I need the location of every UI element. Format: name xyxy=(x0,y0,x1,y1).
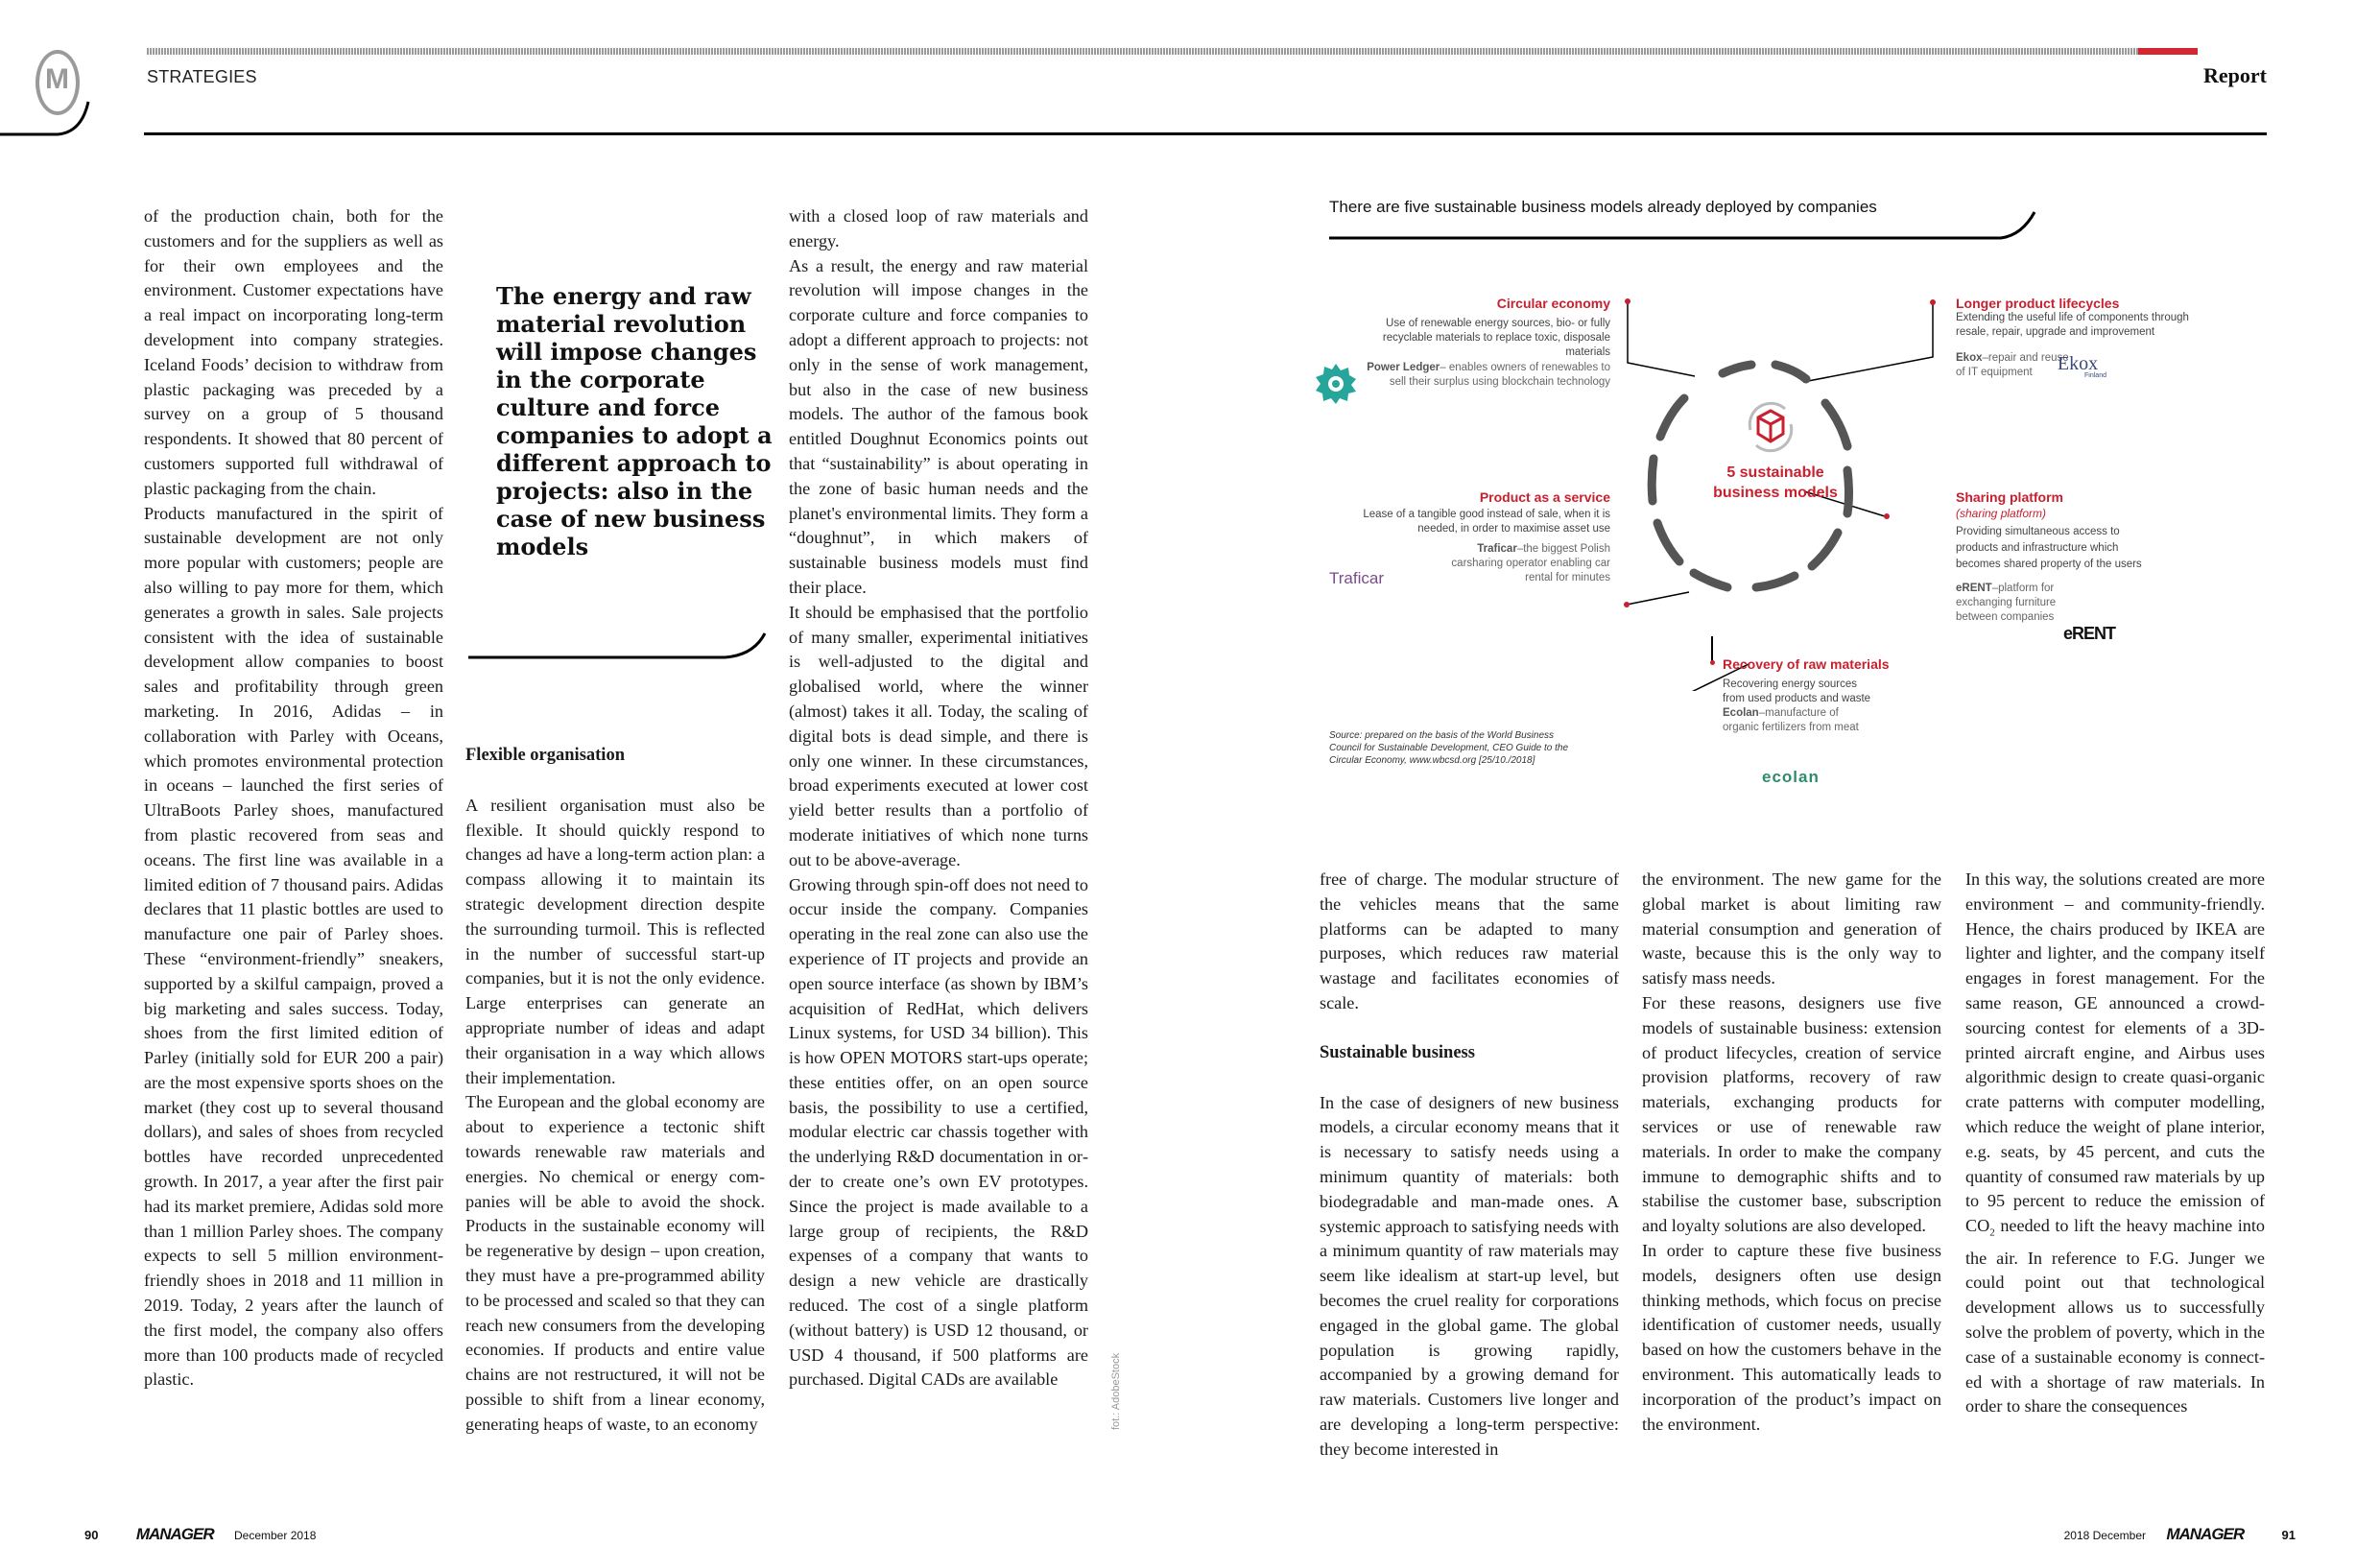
ekox-logo xyxy=(2049,353,2106,379)
paragraph xyxy=(1965,868,2265,1419)
model-example-circular-economy xyxy=(1363,361,1610,390)
model-title-circular-economy: Circular economy xyxy=(1496,296,1610,311)
subheading-sustainable-business: Sustainable business xyxy=(1320,1042,1475,1062)
magazine-name-left: MANAGER xyxy=(135,1525,214,1543)
ecolan-logo: ecolan xyxy=(1762,768,1820,786)
page-number-left: 90 xyxy=(84,1528,99,1542)
page-number-right: 91 xyxy=(2281,1528,2296,1542)
category-label: Report xyxy=(2203,63,2267,87)
model-title-recovery-of-raw-materials: Recovery of raw materials xyxy=(1723,656,1890,672)
article-column-4 xyxy=(1320,868,1619,1463)
section-label: STRATEGIES xyxy=(147,67,257,86)
model-example-product-as-a-service xyxy=(1430,542,1610,585)
paragraph: It should be emphasised that the portfolio of many smaller, experimental initiatives is well-adjusted to the digital and globalised world, where the winner (almost) takes it all. Today, the scaling of digital bots is dead simple, and there is only one winner. In these circumstances, broad experiments executed at lower cost yield better results than a portfolio of moderate initiatives of which none turns out to be above-average. xyxy=(789,602,1088,869)
traficar-logo: Traficar xyxy=(1329,569,1384,587)
subscript: 2 xyxy=(1989,1226,1995,1239)
photo-credit: fot.: AdobeStock xyxy=(1110,1352,1122,1430)
paragraph: the environment. The new game for the global market is about limiting raw material consumption and generation of waste, because this is the only way to satisfy mass needs. xyxy=(1642,869,1941,988)
infographic-source: Source: prepared on the basis of the World Business Council for Sustainable Development, CEO Guide to the Circular Economy, www.wbcsd.org [25/10./2018] xyxy=(1329,730,1569,766)
infographic-title: There are five sustainable business models already deployed by companies xyxy=(1329,198,1877,216)
model-desc-longer-product-lifecycles: Extending the useful life of components through resale, repair, upgrade and improvement xyxy=(1956,312,2189,338)
issue-date-left: December 2018 xyxy=(234,1529,317,1542)
example-name: Ekox xyxy=(1956,352,1983,364)
paragraph: of the production chain, both for the customers and for the suppliers as well as for their own employees and the environment. Customer expectations have a real impact on incorporating long-term development into company strategies. Iceland Foods’ decision to withdraw from plastic packaging was preceded by a survey on a group of 5 thousand respondents. It showed that 80 percent of customers supported full withdrawal of plastic packaging from the chain. xyxy=(144,206,443,498)
power-ledger-logo xyxy=(1315,363,1357,405)
example-text: –manufacture of organic fertilizers from meat xyxy=(1723,707,1859,733)
article-column-5 xyxy=(1642,868,1941,1437)
infographic-title-rule xyxy=(1329,206,2039,245)
pull-quote-underline xyxy=(465,629,773,662)
example-text: – enables owners of renewables to sell their surplus using blockchain technology xyxy=(1389,362,1610,388)
paragraph-text: needed to lift the heavy machine into the air. In reference to F.G. Junger we could point out that technological development allows us to successfully solve the problem of poverty, which in the case of a sustainable economy is connected with a shortage of raw materials. In order to share the consequences xyxy=(1965,1216,2265,1416)
ekox-logo-text: Ekox xyxy=(2057,353,2099,374)
recycle-box-icon xyxy=(1737,393,1804,461)
article-column-6 xyxy=(1965,868,2265,1419)
model-example-sharing-platform xyxy=(1956,582,2100,625)
model-subtitle-sharing-platform: (sharing platform) xyxy=(1956,507,2047,520)
paragraph: free of charge. The modular structure of the vehicles means that the same platforms can be adapted to many purposes, which reduces raw material wastage and facilitates economies of scale. xyxy=(1320,869,1619,1012)
article-column-2 xyxy=(465,744,765,1438)
paragraph: As a result, the energy and raw material revolution will impose changes in the corporate culture and force companies to adopt a different approach to projects: not only in the sense of work management, but also in the case of new business models. The author of the famous book entitled Doughnut Economics points out that “sustainability” is about operating in the zone of basic human needs and the planet's environmental limits. They form a “doughnut”, in which makers of sustainable business models must find their place. xyxy=(789,255,1088,597)
header-swoosh xyxy=(0,96,96,139)
example-name: eRENT xyxy=(1956,583,1992,594)
example-text: –repair and reuse of IT equipment xyxy=(1956,352,2069,378)
example-text: –the biggest Polish carsharing operator enabling car rental for minutes xyxy=(1451,543,1610,583)
model-desc-recovery-of-raw-materials: Recovering energy sources from used products and waste xyxy=(1723,678,1871,704)
paragraph-text: In this way, the solutions created are more environment – and community-friendly. Hence, the chairs produced by IKEA are lighter and lighter, and the company itself engages in forest management. For the same reason, GE announced a crowd-sourcing contest for elements of a 3D-printed aircraft engine, and Airbus uses algorithmic design to create quasi-organic crate patterns with computer modelling, which reduce the weight of plane interior, e.g. seats, by 45 percent, and cuts the quantity of consumed raw materials by up to 95 percent to reduce the emission of CO xyxy=(1965,869,2265,1236)
magazine-name-right: MANAGER xyxy=(2166,1525,2245,1543)
header-rule xyxy=(144,132,2267,135)
ekox-logo-sub: Finland xyxy=(2084,372,2106,379)
footer-right xyxy=(2064,1525,2296,1544)
model-title-product-as-a-service: Product as a service xyxy=(1479,489,1610,505)
header-dashed-rule-left xyxy=(147,48,2138,55)
example-name: Traficar xyxy=(1477,543,1517,555)
paragraph: In the case of designers of new business models, a circular economy means that it is necessary to satisfy needs using a minimum quantity of materials: both biodegradable and man-made ones. A systemic approach to satisfying needs with a minimum quantity of raw materials may seem like idealism at start-up level, but becomes the cruel reality for corporations engaged in the global game. The global population is growing rapidly, accompanied by a growing demand for raw materials. Customers live longer and are developing a long-term perspective: they become interested in xyxy=(1320,1092,1619,1459)
header-accent-bar xyxy=(2138,48,2198,55)
connector-line-recovery xyxy=(1711,636,1713,662)
subheading-flexible-organisation: Flexible organisation xyxy=(465,746,625,765)
example-name: Ecolan xyxy=(1723,707,1759,719)
paragraph: Growing through spin-off does not need to occur inside the company. Companies operating in the real zone can also use the experience of IT projects and provide an open source interface (as shown by IBM’s acquisition of RedHat, which delivers Linux systems, for USD 34 billion). This is how OPEN MOTORS start-ups operate; these entities offer, on an open source basis, the possibility to use a certified, modular electric car chassis together with the underlying R&D documentation in order to create one’s own EV prototypes. Since the project is made available to a large group of recipients, the R&D expenses of a company that wants to design a new vehicle are drastically reduced. The cost of a single platform (without battery) is USD 12 thousand, or USD 4 thousand, if 500 platforms are purchased. Digital CADs are available xyxy=(789,874,1088,1390)
pull-quote: The energy and raw material revolution will impose changes in the corporate culture and force companies to adopt a different approach to projects: also in the case of new business models xyxy=(496,282,773,560)
diagram-center-label: 5 sustainable business models xyxy=(1713,464,1838,501)
paragraph: The European and the global economy are about to experience a tectonic shift towards renewable raw materials and energies. No chemical or energy companies will be able to avoid the shock. Products in the sustainable economy will be regenerative by design – upon creation, they must have a pre-programmed ability to be processed and scaled so that they can reach new consumers from the developing economies. If products and entire value chains are not restructured, it will not be possible to shift from a linear economy, generating heaps of waste, to an economy xyxy=(465,1092,765,1434)
example-text: –platform for exchanging furniture between companies xyxy=(1956,583,2057,623)
paragraph: In order to capture these five business models, designers often use design thinking methods, which focus on precise identification of customer needs, usually based on how the customers behave in the environment. This automatically leads to incorporation of the product’s impact on the environment. xyxy=(1642,1240,1941,1434)
model-desc-circular-economy: Use of renewable energy sources, bio- or fully recyclable materials to replace toxic, disposale materials xyxy=(1382,318,1610,358)
connector-dot-recovery xyxy=(1710,660,1715,665)
erent-logo: eRENT xyxy=(2063,624,2116,643)
article-column-3 xyxy=(789,204,1088,1392)
footer-left xyxy=(84,1525,316,1544)
model-desc-sharing-platform: Providing simultaneous access to products and infrastructure which becomes shared property of the users xyxy=(1956,526,2142,570)
issue-date-right: 2018 December xyxy=(2063,1529,2146,1542)
magazine-logo-letter: M xyxy=(45,63,69,95)
paragraph: with a closed loop of raw materials and energy. xyxy=(789,206,1088,250)
example-name: Power Ledger xyxy=(1367,362,1440,373)
model-example-recovery-of-raw-materials xyxy=(1723,706,1876,735)
model-title-longer-product-lifecycles: Longer product lifecycles xyxy=(1956,296,2120,311)
model-title-sharing-platform: Sharing platform xyxy=(1956,489,2064,505)
paragraph: A resilient organisation must also be flexible. It should quickly respond to changes ad have a long-term action plan: a compass allowing it to maintain its strategic development direction despite the surrounding turmoil. This is reflected in the number of successful start-up companies, but it is not the only evidence. Large enterprises can generate an appropriate number of ideas and adapt their organisation in a way which allows their implementation. xyxy=(465,795,765,1087)
model-desc-product-as-a-service: Lease of a tangible good instead of sale, when it is needed, in order to maximise asset use xyxy=(1363,509,1610,535)
article-column-1 xyxy=(144,204,443,1392)
paragraph: For these reasons, designers use five models of sustainable business: extension of product lifecycles, creation of service provision platforms, recovery of raw materials, exchanging products for services or use of renewable raw materials. In order to make the company immune to demographic shifts and to stabilise the customer base, subscription and loyalty solutions are also developed. xyxy=(1642,992,1941,1236)
paragraph: Products manufactured in the spirit of sustainable development are not only more popular with customers; people are also willing to pay more for them, which generates a growth in sales. Sale projects consistent with the idea of sustainable development allow companies to boost sales and profitability through green marketing. In 2016, Adidas – in collaboration with Parley with Oceans, which promotes environmental protection in oceans – launched the first series of UltraBoots Parley shoes, manufactured from plastic recovered from seas and oceans. The first line was available in a limited edition of 7 thousand pairs. Adidas declares that 11 plastic bottles are used to manufacture one pair of Parley shoes. These “environment-friendly” sneakers, supported by a skilful campaign, proved a big marketing and sales success. Today, shoes from the first limited edition of Parley (initially sold for EUR 200 a pair) are the most expensive sports shoes on the market (they cost up to several thousand dollars), and sales of shoes from recycled bottles have recorded unprecedented growth. In 2017, a year after the first pair had its market premiere, Adidas sold more than 1 million Parley shoes. The company expects to sell 5 million environment-friendly shoes in 2018 and 11 million in 2019. Today, 2 years after the launch of the first model, the company also offers more than 100 products made of recycled plastic. xyxy=(144,503,443,1390)
